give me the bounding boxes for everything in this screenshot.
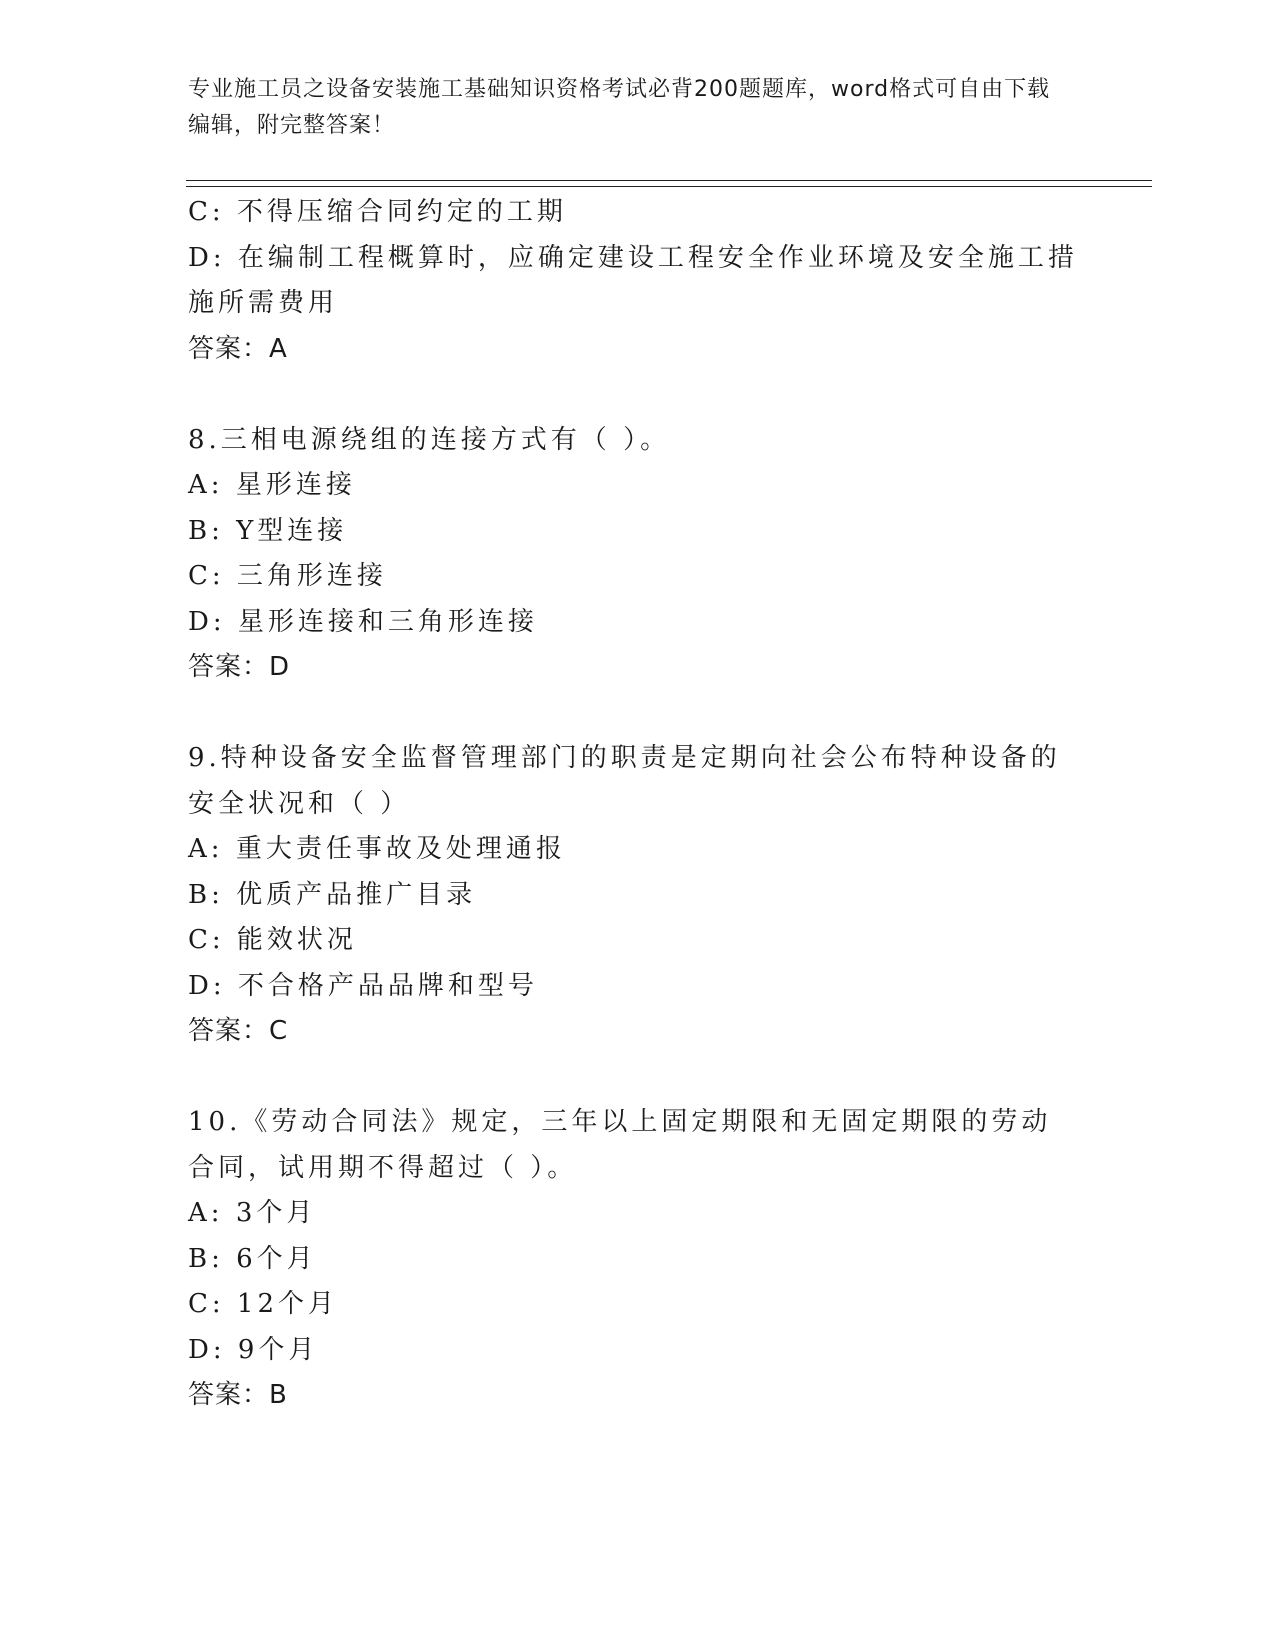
option-text: 12个月 bbox=[236, 1289, 339, 1319]
option-label: D: bbox=[188, 242, 226, 273]
question-stem: 8.三相电源绕组的连接方式有（ ）。 bbox=[188, 424, 671, 455]
option-text: 不合格产品品牌和型号 bbox=[237, 970, 538, 1001]
option-text: Y型连接 bbox=[236, 515, 348, 546]
option-b bbox=[188, 1237, 1078, 1283]
option-d bbox=[188, 1328, 1078, 1374]
option-label: A: bbox=[188, 470, 224, 500]
option-b bbox=[188, 509, 1078, 555]
option-label: D: bbox=[188, 606, 226, 637]
option-label: B: bbox=[188, 879, 224, 910]
spacer bbox=[188, 1055, 1078, 1101]
question-stem: 9.特种设备安全监督管理部门的职责是定期向社会公布特种设备的安全状况和（ ） bbox=[188, 743, 1061, 819]
option-label: C: bbox=[188, 925, 225, 955]
answer-line: 答案：D bbox=[188, 652, 291, 682]
option-label: D: bbox=[188, 1334, 226, 1365]
option-label: C: bbox=[188, 197, 225, 227]
answer-line: 答案：B bbox=[188, 1380, 288, 1410]
option-text: 在编制工程概算时，应确定建设工程安全作业环境及安全施工措施所需费用 bbox=[188, 242, 1078, 318]
option-c bbox=[188, 1282, 1078, 1328]
question-block-9 bbox=[188, 736, 1078, 1055]
option-text: 不得压缩合同约定的工期 bbox=[236, 197, 567, 227]
option-label: B: bbox=[188, 1243, 224, 1274]
option-c bbox=[188, 190, 1078, 236]
option-label: D: bbox=[188, 970, 226, 1001]
option-label: B: bbox=[188, 515, 224, 546]
answer-line: 答案：C bbox=[188, 1016, 289, 1046]
header-divider-bottom bbox=[186, 186, 1152, 187]
option-label: C: bbox=[188, 1289, 225, 1319]
option-d bbox=[188, 236, 1078, 327]
option-d bbox=[188, 964, 1078, 1010]
answer-line: 答案：A bbox=[188, 333, 288, 364]
option-text: 9个月 bbox=[237, 1334, 319, 1365]
option-text: 星形连接 bbox=[235, 470, 356, 500]
option-a bbox=[188, 827, 1078, 873]
option-c bbox=[188, 554, 1078, 600]
document-body bbox=[188, 190, 1078, 1419]
question-stem: 10.《劳动合同法》规定，三年以上固定期限和无固定期限的劳动合同，试用期不得超过（ ）。 bbox=[188, 1107, 1052, 1183]
document-header: 专业施工员之设备安装施工基础知识资格考试必背200题题库，word格式可自由下载编辑，附完整答案！ bbox=[188, 77, 1051, 138]
question-block-8 bbox=[188, 418, 1078, 691]
question-block-10 bbox=[188, 1100, 1078, 1419]
option-text: 能效状况 bbox=[236, 925, 357, 955]
option-b bbox=[188, 873, 1078, 919]
option-text: 优质产品推广目录 bbox=[236, 879, 477, 910]
option-text: 星形连接和三角形连接 bbox=[237, 606, 538, 637]
option-text: 3个月 bbox=[235, 1198, 317, 1228]
prev-question-block bbox=[188, 190, 1078, 372]
spacer bbox=[188, 691, 1078, 737]
option-text: 重大责任事故及处理通报 bbox=[235, 834, 566, 864]
option-text: 6个月 bbox=[236, 1243, 317, 1274]
option-a bbox=[188, 463, 1078, 509]
option-label: C: bbox=[188, 561, 225, 591]
option-a bbox=[188, 1191, 1078, 1237]
option-text: 三角形连接 bbox=[236, 561, 387, 591]
option-label: A: bbox=[188, 1198, 224, 1228]
option-label: A: bbox=[188, 834, 224, 864]
spacer bbox=[188, 372, 1078, 418]
option-c bbox=[188, 918, 1078, 964]
header-divider-top bbox=[186, 180, 1152, 181]
option-d bbox=[188, 600, 1078, 646]
